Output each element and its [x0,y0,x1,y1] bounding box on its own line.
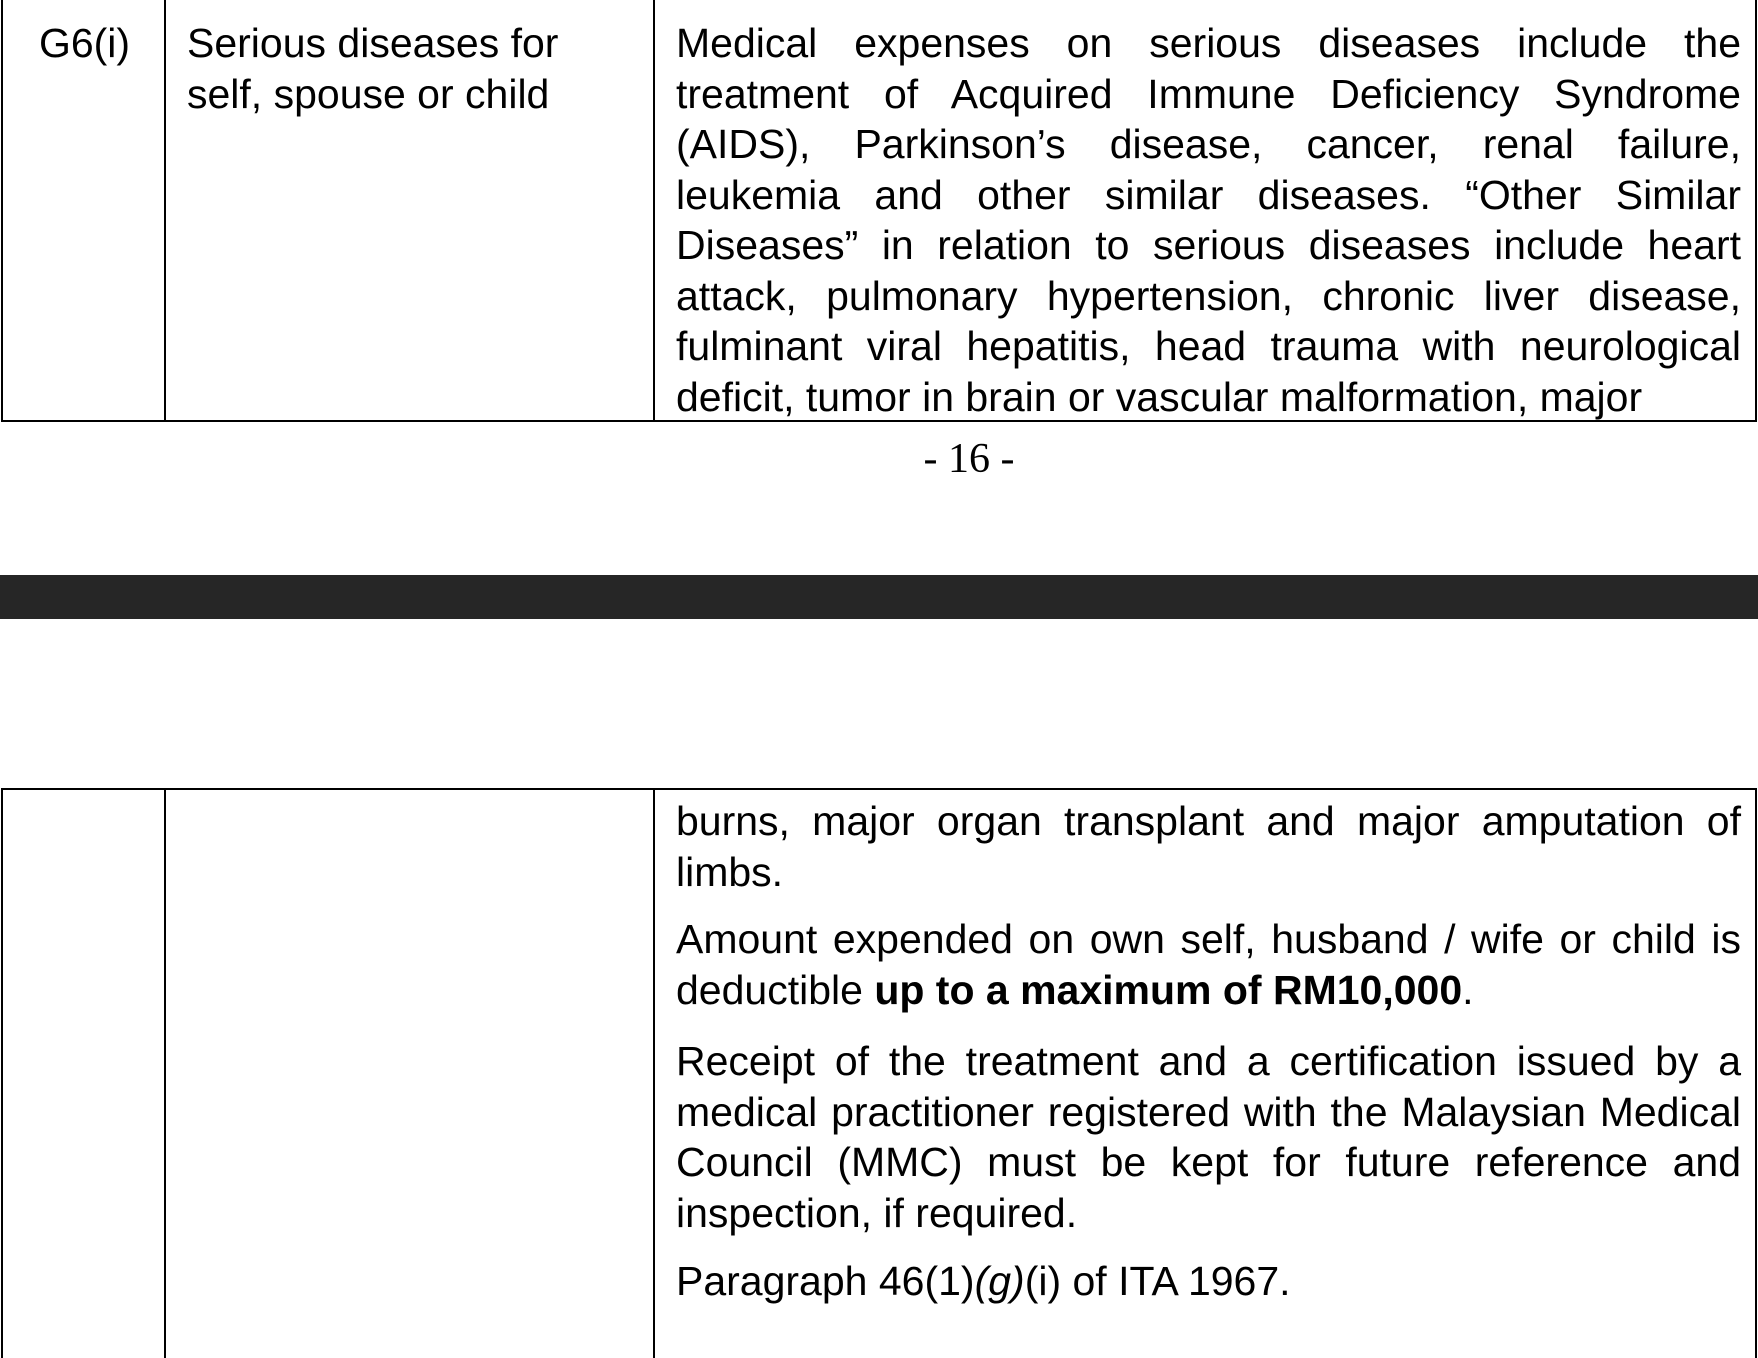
details-paragraph-1: Medical expenses on serious diseases include the treatment of Acquired Immune Deficiency Syndrome (AIDS), Parkinson’s disease, cancer, renal failure, leukemia and other similar diseases. “Other Similar Diseases” in relation to serious diseases include heart attack, pulmonary hypertension, chronic liver disease, fulminant viral hepatitis, head trauma with neurological deficit, tumor in brain or vascular malformation, major [676,20,1741,420]
reference-end: (i) of ITA 1967. [1024,1258,1291,1304]
code-cell [3,0,166,420]
reference-start: Paragraph 46(1) [676,1258,975,1304]
amount-paragraph [676,914,1741,1015]
page-separator [0,575,1758,619]
details-continuation: burns, major organ transplant and major amputation of limbs. [676,798,1741,895]
description-cell-empty [166,790,655,1358]
relief-table-top [1,0,1757,422]
details-cell-continued [655,790,1755,1358]
page-bottom-section [0,619,1758,1346]
amount-text: Amount expended on own self, husband / wife or child is deductible [676,916,1741,1013]
legal-reference [676,1256,1741,1307]
amount-period: . [1462,966,1474,1013]
item-code: G6(i) [38,20,131,66]
details-cell [655,0,1755,420]
receipt-paragraph: Receipt of the treatment and a certification issued by a medical practitioner registered with the Malaysian Medical Council (MMC) must be kept for future reference and inspection, if required. [676,1038,1741,1236]
page-number: - 16 - [923,436,1015,482]
code-cell-empty [3,790,166,1358]
page-top-section [0,0,1758,575]
reference-italic: (g) [974,1258,1025,1304]
description-cell [166,0,655,420]
relief-table-continued [1,788,1757,1358]
maximum-amount: up to a maximum of RM10,000 [874,966,1463,1013]
item-description: Serious diseases for self, spouse or child [187,20,559,117]
